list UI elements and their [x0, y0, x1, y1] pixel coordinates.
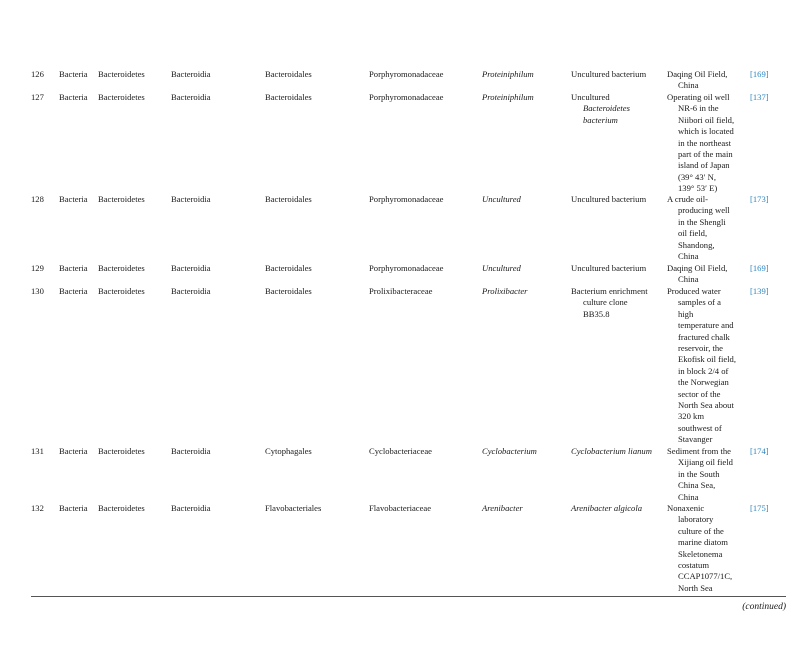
source-line: North Sea — [678, 582, 713, 593]
source-line: China Sea, — [678, 480, 716, 491]
genus-cell: Uncultured — [482, 194, 521, 204]
order-cell: Bacteroidales — [265, 286, 312, 296]
source-line: NR-6 in the — [678, 103, 719, 114]
genus-cell: Prolixibacter — [482, 286, 528, 296]
domain-cell: Bacteria — [59, 92, 88, 102]
reference-link[interactable]: [139] — [750, 286, 769, 296]
source-line: fractured chalk — [678, 331, 730, 342]
source-line: Skeletonema — [678, 548, 723, 559]
source-line: in block 2/4 of — [678, 365, 729, 376]
source-line: 320 km — [678, 411, 705, 422]
row-number: 129 — [31, 263, 44, 273]
family-cell: Porphyromonadaceae — [369, 92, 444, 102]
source-line: laboratory — [678, 514, 714, 525]
reference-link[interactable]: [137] — [750, 92, 769, 102]
source-cell — [667, 194, 745, 262]
domain-cell: Bacteria — [59, 446, 88, 456]
source-line: CCAP1077/1C, — [678, 571, 733, 582]
source-line: (39° 43′ N, — [678, 171, 717, 182]
family-cell: Porphyromonadaceae — [369, 263, 444, 273]
genus-cell: Uncultured — [482, 263, 521, 273]
source-line: Nonaxenic — [667, 503, 705, 513]
source-line: culture of the — [678, 525, 724, 536]
source-cell — [667, 286, 745, 446]
phylum-cell: Bacteroidetes — [98, 263, 145, 273]
row-number: 130 — [31, 286, 44, 296]
species-line: bacterium — [583, 114, 618, 125]
genus-cell: Arenibacter — [482, 503, 523, 513]
source-line: sector of the — [678, 388, 721, 399]
species-line: Cyclobacterium lianum — [571, 446, 652, 456]
source-line: part of the main — [678, 149, 733, 160]
species-cell — [571, 263, 646, 274]
source-line: marine diatom — [678, 537, 728, 548]
source-cell — [667, 446, 745, 503]
order-cell: Cytophagales — [265, 446, 312, 456]
order-cell: Bacteroidales — [265, 263, 312, 273]
species-cell — [571, 503, 642, 514]
family-cell: Flavobacteriaceae — [369, 503, 432, 513]
family-cell: Prolixibacteraceae — [369, 286, 433, 296]
species-cell — [571, 446, 652, 457]
source-line: costatum — [678, 560, 710, 571]
phylum-cell: Bacteroidetes — [98, 286, 145, 296]
domain-cell: Bacteria — [59, 286, 88, 296]
genus-cell: Cyclobacterium — [482, 446, 537, 456]
source-line: Produced water — [667, 286, 721, 296]
domain-cell: Bacteria — [59, 194, 88, 204]
reference-link[interactable]: [169] — [750, 69, 769, 79]
source-line: Shandong, — [678, 239, 715, 250]
species-line: culture clone — [583, 297, 628, 308]
source-line: Daqing Oil Field, — [667, 263, 728, 273]
class-cell: Bacteroidia — [171, 69, 211, 79]
species-line: Bacterium enrichment — [571, 286, 648, 296]
phylum-cell: Bacteroidetes — [98, 92, 145, 102]
family-cell: Porphyromonadaceae — [369, 194, 444, 204]
source-line: producing well — [678, 205, 730, 216]
source-line: in the northeast — [678, 137, 731, 148]
species-line: Arenibacter algicola — [571, 503, 643, 513]
reference-link[interactable]: [169] — [750, 263, 769, 273]
source-line: Ekofisk oil field, — [678, 354, 736, 365]
species-line: Uncultured — [571, 92, 610, 102]
reference-link[interactable]: [174] — [750, 446, 769, 456]
source-line: high — [678, 308, 694, 319]
phylum-cell: Bacteroidetes — [98, 194, 145, 204]
species-cell — [571, 194, 646, 205]
source-line: China — [678, 491, 699, 502]
phylum-cell: Bacteroidetes — [98, 503, 145, 513]
row-number: 131 — [31, 446, 44, 456]
class-cell: Bacteroidia — [171, 194, 211, 204]
order-cell: Bacteroidales — [265, 92, 312, 102]
row-number: 128 — [31, 194, 44, 204]
source-line: island of Japan — [678, 160, 730, 171]
class-cell: Bacteroidia — [171, 503, 211, 513]
source-cell — [667, 263, 745, 286]
domain-cell: Bacteria — [59, 503, 88, 513]
source-line: Sediment from the — [667, 446, 731, 456]
species-cell — [571, 286, 648, 320]
order-cell: Flavobacteriales — [265, 503, 322, 513]
class-cell: Bacteroidia — [171, 446, 211, 456]
reference-link[interactable]: [173] — [750, 194, 769, 204]
phylum-cell: Bacteroidetes — [98, 446, 145, 456]
table-bottom-rule — [31, 596, 786, 597]
order-cell: Bacteroidales — [265, 194, 312, 204]
source-line: A crude oil- — [667, 194, 709, 204]
row-number: 127 — [31, 92, 44, 102]
source-line: in the South — [678, 468, 720, 479]
source-line: in the Shengli — [678, 216, 726, 227]
family-cell: Porphyromonadaceae — [369, 69, 444, 79]
source-cell — [667, 503, 745, 594]
source-line: China — [678, 80, 699, 91]
genus-cell: Proteiniphilum — [482, 69, 534, 79]
source-cell — [667, 69, 745, 92]
source-line: Xijiang oil field — [678, 457, 733, 468]
source-line: which is located — [678, 126, 734, 137]
class-cell: Bacteroidia — [171, 92, 211, 102]
source-line: China — [678, 251, 699, 262]
continued-note: (continued) — [742, 602, 786, 612]
source-line: Operating oil well — [667, 92, 730, 102]
source-line: Daqing Oil Field, — [667, 69, 728, 79]
species-line: Bacteroidetes — [583, 103, 630, 114]
source-line: North Sea about — [678, 400, 734, 411]
row-number: 132 — [31, 503, 44, 513]
source-line: oil field, — [678, 228, 708, 239]
species-cell — [571, 92, 630, 126]
species-line: Uncultured bacterium — [571, 69, 647, 79]
source-line: reservoir, the — [678, 343, 723, 354]
source-line: China — [678, 274, 699, 285]
class-cell: Bacteroidia — [171, 263, 211, 273]
source-line: Stavanger — [678, 434, 713, 445]
species-line: Uncultured bacterium — [571, 263, 647, 273]
source-line: temperature and — [678, 320, 734, 331]
species-line: Uncultured bacterium — [571, 194, 647, 204]
class-cell: Bacteroidia — [171, 286, 211, 296]
row-number: 126 — [31, 69, 44, 79]
species-line: BB35.8 — [583, 308, 610, 319]
genus-cell: Proteiniphilum — [482, 92, 534, 102]
phylum-cell: Bacteroidetes — [98, 69, 145, 79]
order-cell: Bacteroidales — [265, 69, 312, 79]
source-line: Niibori oil field, — [678, 114, 735, 125]
source-line: southwest of — [678, 422, 722, 433]
source-line: samples of a — [678, 297, 721, 308]
domain-cell: Bacteria — [59, 69, 88, 79]
domain-cell: Bacteria — [59, 263, 88, 273]
source-cell — [667, 92, 745, 195]
species-cell — [571, 69, 646, 80]
source-line: the Norwegian — [678, 377, 729, 388]
reference-link[interactable]: [175] — [750, 503, 769, 513]
source-line: 139° 53′ E) — [678, 183, 718, 194]
family-cell: Cyclobacteriaceae — [369, 446, 432, 456]
